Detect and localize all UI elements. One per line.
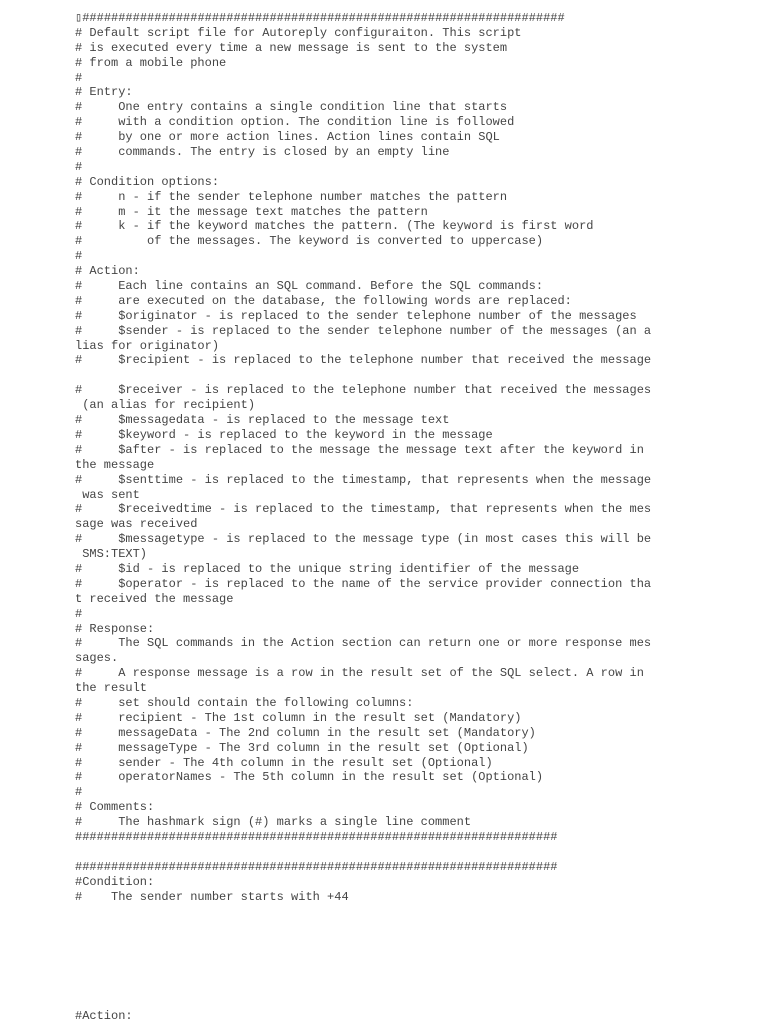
script-line: # m - it the message text matches the pattern	[75, 204, 428, 219]
script-line: # k - if the keyword matches the pattern. (The keyword is first word	[75, 219, 594, 234]
script-line: #	[75, 606, 83, 621]
script-line	[75, 919, 768, 934]
script-line	[75, 994, 768, 1009]
script-line: # commands. The entry is closed by an empty line	[75, 145, 450, 160]
script-line: ###################################################################	[75, 859, 558, 874]
script-line	[75, 979, 768, 994]
script-line: #	[75, 785, 83, 800]
script-line: the result	[75, 681, 148, 696]
script-line: # The SQL commands in the Action section can return one or more response mes	[75, 636, 652, 651]
script-line: #Action:	[75, 1008, 133, 1023]
script-line: # Entry:	[75, 85, 133, 100]
script-line: # The sender number starts with +44	[75, 889, 349, 904]
script-line	[75, 845, 768, 860]
script-line	[75, 904, 768, 919]
script-line: # Each line contains an SQL command. Before the SQL commands:	[75, 279, 544, 294]
script-line: #	[75, 159, 83, 174]
script-line: t received the message	[75, 591, 234, 606]
script-line: # of the messages. The keyword is converted to uppercase)	[75, 234, 544, 249]
script-line: # A response message is a row in the result set of the SQL select. A row in	[75, 666, 644, 681]
script-line: # are executed on the database, the following words are replaced:	[75, 293, 572, 308]
script-line: #	[75, 249, 83, 264]
script-line: # Default script file for Autoreply configuraiton. This script	[75, 25, 522, 40]
script-line: # $id - is replaced to the unique string identifier of the message	[75, 561, 580, 576]
script-line: the message	[75, 457, 155, 472]
script-line: # messageData - The 2nd column in the result set (Mandatory)	[75, 725, 536, 740]
script-line: # $senttime - is replaced to the timestamp, that represents when the message	[75, 472, 652, 487]
script-line: # messageType - The 3rd column in the result set (Optional)	[75, 740, 529, 755]
script-line: SMS:TEXT)	[75, 547, 148, 562]
script-line: # Response:	[75, 621, 155, 636]
script-line: lias for originator)	[75, 338, 220, 353]
script-line: ▯###################################################################	[75, 11, 565, 25]
script-line: # $originator - is replaced to the sender telephone number of the messages	[75, 308, 637, 323]
script-line: # operatorNames - The 5th column in the result set (Optional)	[75, 770, 544, 785]
script-line	[75, 949, 768, 964]
script-line: #	[75, 70, 83, 85]
script-line: # from a mobile phone	[75, 55, 227, 70]
script-line: sages.	[75, 651, 119, 666]
script-line: # $messagetype - is replaced to the message type (in most cases this will be	[75, 532, 652, 547]
script-line: # $receivedtime - is replaced to the timestamp, that represents when the mes	[75, 502, 652, 517]
script-line: # sender - The 4th column in the result set (Optional)	[75, 755, 493, 770]
script-line: # Comments:	[75, 800, 155, 815]
script-document	[75, 11, 768, 1024]
script-line	[75, 368, 768, 383]
script-line: # $keyword - is replaced to the keyword in the message	[75, 427, 493, 442]
script-line: # with a condition option. The condition line is followed	[75, 115, 515, 130]
script-line: was sent	[75, 487, 140, 502]
script-line: # set should contain the following columns:	[75, 695, 414, 710]
script-line: # Action:	[75, 264, 140, 279]
script-line: ###################################################################	[75, 829, 558, 844]
script-line: # The hashmark sign (#) marks a single line comment	[75, 815, 472, 830]
script-line: # One entry contains a single condition line that starts	[75, 100, 508, 115]
script-line: # $receiver - is replaced to the telephone number that received the messages	[75, 383, 652, 398]
script-line: sage was received	[75, 517, 198, 532]
script-line	[75, 964, 768, 979]
script-line: # $messagedata - is replaced to the message text	[75, 413, 450, 428]
script-line: # Condition options:	[75, 174, 220, 189]
script-line: (an alias for recipient)	[75, 398, 256, 413]
script-line: # recipient - The 1st column in the result set (Mandatory)	[75, 710, 522, 725]
script-line	[75, 934, 768, 949]
script-line: # $after - is replaced to the message the message text after the keyword in	[75, 442, 644, 457]
script-line: # $sender - is replaced to the sender telephone number of the messages (an a	[75, 323, 652, 338]
script-line: #Condition:	[75, 874, 155, 889]
script-line: # n - if the sender telephone number matches the pattern	[75, 189, 508, 204]
script-line: # $recipient - is replaced to the telephone number that received the message	[75, 353, 652, 368]
script-line: # is executed every time a new message is sent to the system	[75, 40, 508, 55]
script-line: # $operator - is replaced to the name of the service provider connection tha	[75, 576, 652, 591]
script-line: # by one or more action lines. Action lines contain SQL	[75, 130, 500, 145]
